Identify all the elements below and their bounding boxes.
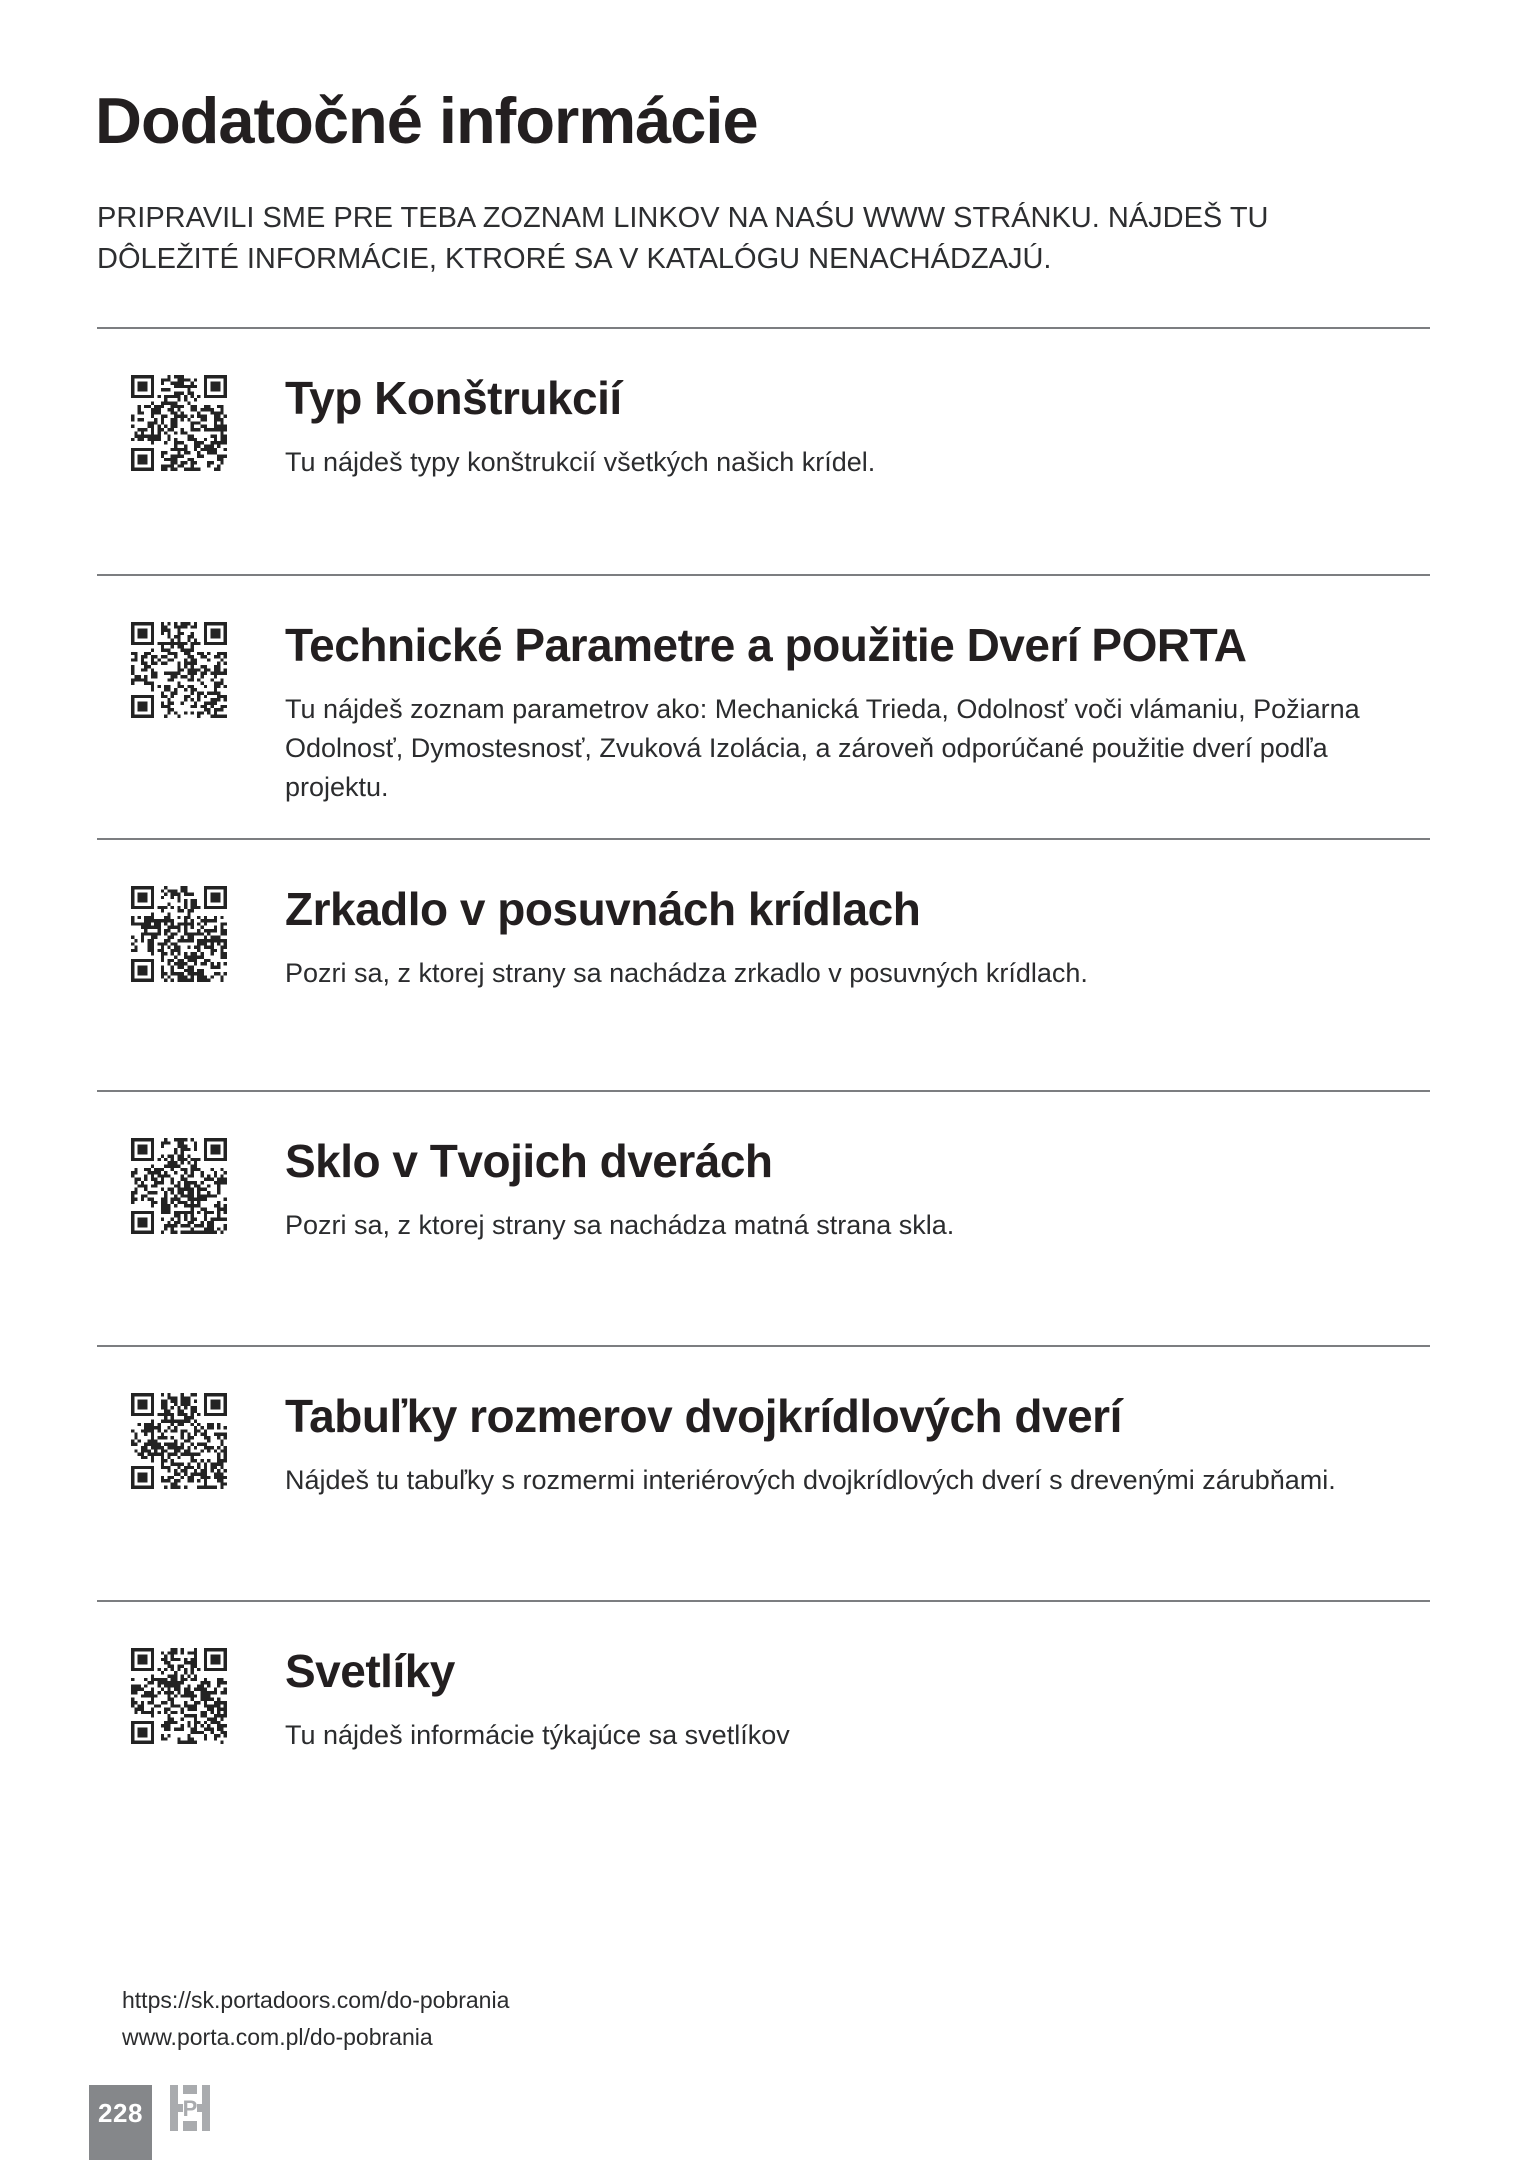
section-title: Tabuľky rozmerov dvojkrídlových dverí — [285, 1390, 1122, 1442]
section-zrkadlo — [97, 838, 1430, 993]
qr-code-icon — [131, 1648, 227, 1744]
section-description: Tu nájdeš zoznam parametrov ako: Mechanická Trieda, Odolnosť voči vlámaniu, Požiarna Odolnosť, Dymostesnosť, Zvuková Izolácia, a zároveň odporúčané použitie dverí podľa projektu. — [285, 694, 1360, 803]
download-link-sk[interactable]: https://sk.portadoors.com/do-pobrania — [122, 1987, 510, 2013]
qr-code-icon — [131, 622, 227, 718]
page-number: 228 — [98, 2098, 143, 2128]
section-title: Svetlíky — [285, 1645, 455, 1697]
footer-links — [122, 1982, 509, 2056]
section-title: Technické Parametre a použitie Dverí PORTA — [285, 619, 1247, 671]
section-tabulky — [97, 1345, 1430, 1500]
section-technicke-parametre — [97, 574, 1430, 807]
page-title: Dodatočné informácie — [95, 84, 758, 157]
section-sklo — [97, 1090, 1430, 1245]
download-link-pl[interactable]: www.porta.com.pl/do-pobrania — [122, 2023, 433, 2050]
section-description: Tu nájdeš informácie týkajúce sa svetlíkov — [285, 1720, 790, 1750]
page-number-badge — [89, 2085, 152, 2160]
qr-code-icon — [131, 1138, 227, 1234]
section-description: Pozri sa, z ktorej strany sa nachádza matná strana skla. — [285, 1210, 955, 1240]
section-title: Sklo v Tvojich dverách — [285, 1135, 773, 1187]
section-description: Nájdeš tu tabuľky s rozmermi interiérových dvojkrídlových dverí s drevenými zárubňami. — [285, 1465, 1336, 1495]
section-description: Pozri sa, z ktorej strany sa nachádza zrkadlo v posuvných krídlach. — [285, 958, 1088, 988]
intro-text: PRIPRAVILI SME PRE TEBA ZOZNAM LINKOV NA NAŚU WWW STRÁNKU. NÁJDEŠ TU DÔLEŽITÉ INFORMÁCIE, KTRORÉ SA V KATALÓGU NENACHÁDZAJÚ. — [97, 202, 1269, 276]
section-title: Typ Konštrukcií — [285, 372, 622, 424]
section-title: Zrkadlo v posuvnách krídlach — [285, 883, 921, 935]
section-svetliky — [97, 1600, 1430, 1755]
qr-code-icon — [131, 1393, 227, 1489]
section-description: Tu nájdeš typy konštrukcií všetkých našich krídel. — [285, 447, 876, 477]
porta-logo-icon — [170, 2085, 210, 2131]
section-typ-konstrukcii — [97, 327, 1430, 482]
svg-text:P: P — [182, 2096, 198, 2121]
qr-code-icon — [131, 886, 227, 982]
qr-code-icon — [131, 375, 227, 471]
